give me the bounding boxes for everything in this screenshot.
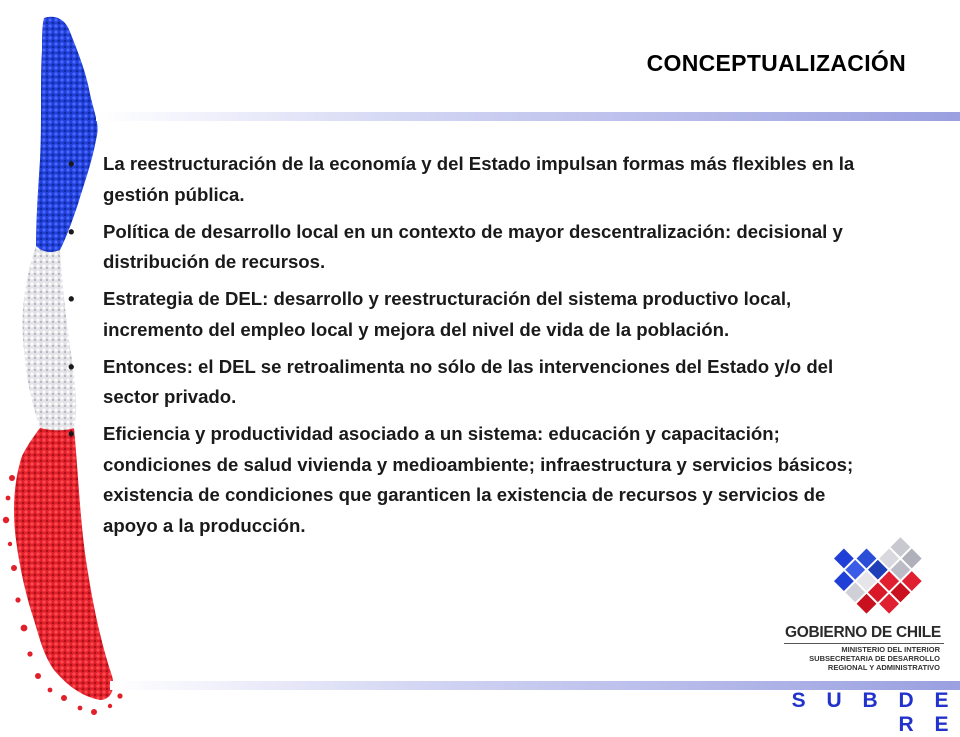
logo-regional: REGIONAL Y ADMINISTRATIVO <box>827 663 940 672</box>
bullet-text: Entonces: el DEL se retroalimenta no sólo de las intervenciones del Estado y/o del sector privado. <box>103 355 834 407</box>
slide-title: CONCEPTUALIZACIÓN <box>646 50 906 76</box>
bullet-list <box>60 149 860 548</box>
bullet-text: La reestructuración de la economía y del Estado impulsan formas más flexibles en la gestión pública. <box>103 153 855 205</box>
bullet-item <box>60 419 860 541</box>
bullet-item <box>60 149 860 210</box>
bullet-text: Política de desarrollo local en un contexto de mayor descentralización: decisional y distribución de recursos. <box>103 220 843 272</box>
bullet-dot: • <box>68 220 75 242</box>
logo-name: GOBIERNO DE CHILE <box>785 624 941 641</box>
footer-brand: S U B D E R E <box>791 689 956 736</box>
bullet-item <box>60 284 860 345</box>
gobierno-emblem-icon <box>812 524 938 624</box>
bullet-text: Estrategia de DEL: desarrollo y reestructuración del sistema productivo local, incremento del empleo local y mejora del nivel de vida de la población. <box>103 288 792 340</box>
bullet-item <box>60 217 860 278</box>
bullet-item <box>60 352 860 413</box>
logo-subsecretaria: SUBSECRETARIA DE DESARROLLO <box>809 654 940 663</box>
bullet-dot: • <box>68 153 75 174</box>
bullet-text: Eficiencia y productividad asociado a un sistema: educación y capacitación; condiciones de salud vivienda y medioambiente; infraestructura y servicios básicos; existencia de condiciones que garanticen la existencia de recursos y servicios de apoyo a la producción. <box>103 423 854 536</box>
header-divider <box>96 112 960 121</box>
logo-ministry: MINISTERIO DEL INTERIOR <box>841 645 940 654</box>
bullet-dot: • <box>68 423 75 444</box>
bullet-dot: • <box>68 288 75 309</box>
logo-divider <box>784 643 944 644</box>
bullet-dot: • <box>68 355 75 377</box>
